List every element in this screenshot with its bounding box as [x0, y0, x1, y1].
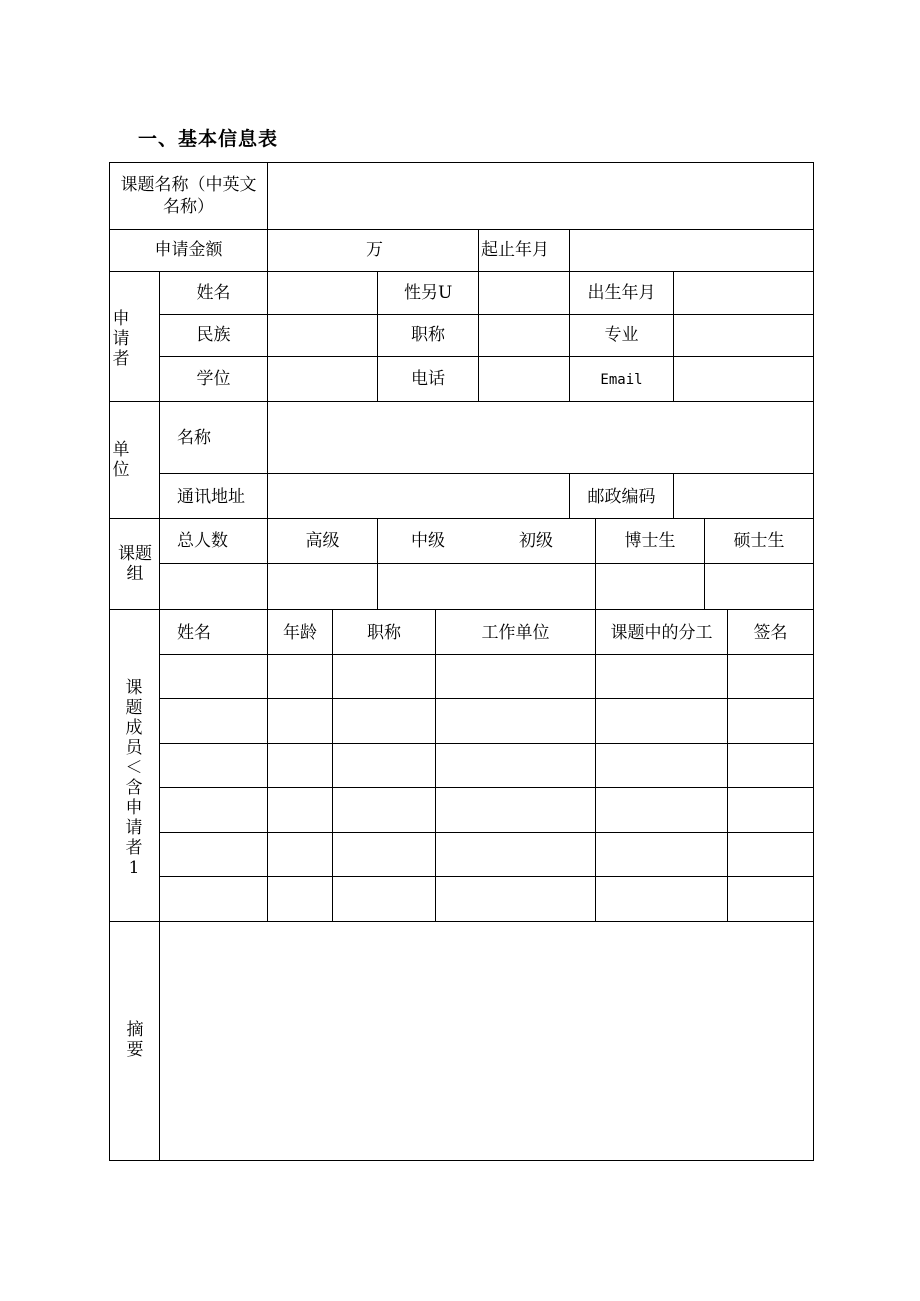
- period-label: 起止年月: [481, 240, 549, 260]
- member-age-cell[interactable]: [268, 655, 332, 698]
- member-name-cell[interactable]: [160, 877, 267, 920]
- period-field[interactable]: [570, 230, 813, 271]
- member-title-cell[interactable]: [333, 655, 435, 698]
- topic-name-label: 课题名称（中英文: [120, 175, 257, 195]
- name-label: 姓名: [196, 283, 231, 303]
- table-border-bottom: [109, 1160, 814, 1161]
- member-unit-cell[interactable]: [436, 699, 595, 742]
- member-title-cell[interactable]: [333, 744, 435, 787]
- member-unit-cell[interactable]: [436, 788, 595, 831]
- postcode-field[interactable]: [674, 474, 813, 518]
- applicant-group-label: 申请者: [112, 309, 130, 369]
- members-group-label: 课题成员＜含申请者1: [125, 678, 143, 878]
- gender-label: 性另U: [404, 283, 453, 303]
- member-name-cell[interactable]: [160, 744, 267, 787]
- member-age-header: 年龄: [283, 623, 317, 643]
- member-sign-cell[interactable]: [728, 699, 813, 742]
- member-unit-cell[interactable]: [436, 833, 595, 876]
- total-label: 总人数: [177, 531, 228, 551]
- member-unit-header: 工作单位: [481, 623, 550, 643]
- member-age-cell[interactable]: [268, 833, 332, 876]
- master-label: 硕士生: [733, 531, 785, 551]
- amount-unit: 万: [366, 240, 383, 260]
- title-label: 职称: [411, 325, 445, 345]
- member-role-cell[interactable]: [596, 877, 727, 920]
- member-role-cell[interactable]: [596, 788, 727, 831]
- member-age-cell[interactable]: [268, 744, 332, 787]
- birth-label: 出生年月: [587, 283, 656, 303]
- name-field[interactable]: [268, 272, 377, 314]
- postcode-label: 邮政编码: [587, 487, 656, 507]
- phone-field[interactable]: [479, 357, 569, 401]
- member-sign-cell[interactable]: [728, 833, 813, 876]
- member-role-cell[interactable]: [596, 699, 727, 742]
- member-role-header: 课题中的分工: [610, 623, 713, 643]
- member-unit-cell[interactable]: [436, 744, 595, 787]
- member-name-header: 姓名: [177, 623, 211, 643]
- topic-name-label-line2: 名称）: [163, 197, 214, 217]
- member-name-cell[interactable]: [160, 788, 267, 831]
- row-divider: [109, 518, 814, 519]
- member-sign-cell[interactable]: [728, 655, 813, 698]
- email-label: Email: [600, 372, 643, 388]
- phone-label: 电话: [411, 369, 445, 389]
- degree-field[interactable]: [268, 357, 377, 401]
- phd-field[interactable]: [596, 564, 704, 609]
- member-title-cell[interactable]: [333, 877, 435, 920]
- member-sign-header: 签名: [753, 623, 788, 643]
- senior-field[interactable]: [268, 564, 377, 609]
- amount-field[interactable]: [268, 230, 368, 271]
- unit-name-label: 名称: [177, 428, 211, 448]
- total-field[interactable]: [160, 564, 267, 609]
- ethnicity-label: 民族: [196, 325, 231, 345]
- member-sign-cell[interactable]: [728, 877, 813, 920]
- member-age-cell[interactable]: [268, 788, 332, 831]
- degree-label: 学位: [196, 369, 231, 389]
- major-field[interactable]: [674, 315, 813, 356]
- member-title-cell[interactable]: [333, 699, 435, 742]
- middle-label: 中级: [411, 531, 445, 551]
- member-role-cell[interactable]: [596, 833, 727, 876]
- member-role-cell[interactable]: [596, 744, 727, 787]
- unit-name-field[interactable]: [268, 402, 813, 473]
- member-unit-cell[interactable]: [436, 877, 595, 920]
- email-field[interactable]: [674, 357, 813, 401]
- member-title-cell[interactable]: [333, 788, 435, 831]
- member-sign-cell[interactable]: [728, 744, 813, 787]
- master-field[interactable]: [705, 564, 813, 609]
- table-border-left: [109, 162, 110, 1160]
- page-title: 一、基本信息表: [138, 128, 279, 150]
- member-role-cell[interactable]: [596, 655, 727, 698]
- topic-name-field[interactable]: [268, 163, 813, 229]
- team-group-label: 课题组: [118, 544, 152, 584]
- gender-field[interactable]: [479, 272, 569, 314]
- member-title-header: 职称: [367, 623, 401, 643]
- senior-label: 高级: [305, 531, 340, 551]
- title-field[interactable]: [479, 315, 569, 356]
- address-field[interactable]: [268, 474, 569, 518]
- member-unit-cell[interactable]: [436, 655, 595, 698]
- phd-label: 博士生: [624, 531, 676, 551]
- amount-label: 申请金额: [154, 240, 223, 260]
- table-border-right: [813, 162, 814, 1160]
- member-sign-cell[interactable]: [728, 788, 813, 831]
- member-age-cell[interactable]: [268, 877, 332, 920]
- abstract-group-label: 摘要: [126, 1020, 144, 1060]
- ethnicity-field[interactable]: [268, 315, 377, 356]
- member-title-cell[interactable]: [333, 833, 435, 876]
- member-name-cell[interactable]: [160, 655, 267, 698]
- middle-junior-field[interactable]: [378, 564, 595, 609]
- member-name-cell[interactable]: [160, 699, 267, 742]
- member-age-cell[interactable]: [268, 699, 332, 742]
- member-name-cell[interactable]: [160, 833, 267, 876]
- col-divider: [478, 229, 479, 271]
- major-label: 专业: [604, 325, 639, 345]
- birth-field[interactable]: [674, 272, 813, 314]
- address-label: 通讯地址: [177, 487, 245, 507]
- row-divider: [109, 609, 814, 610]
- unit-group-label: 单位: [112, 440, 130, 480]
- abstract-field[interactable]: [160, 922, 813, 1160]
- junior-label: 初级: [519, 531, 553, 551]
